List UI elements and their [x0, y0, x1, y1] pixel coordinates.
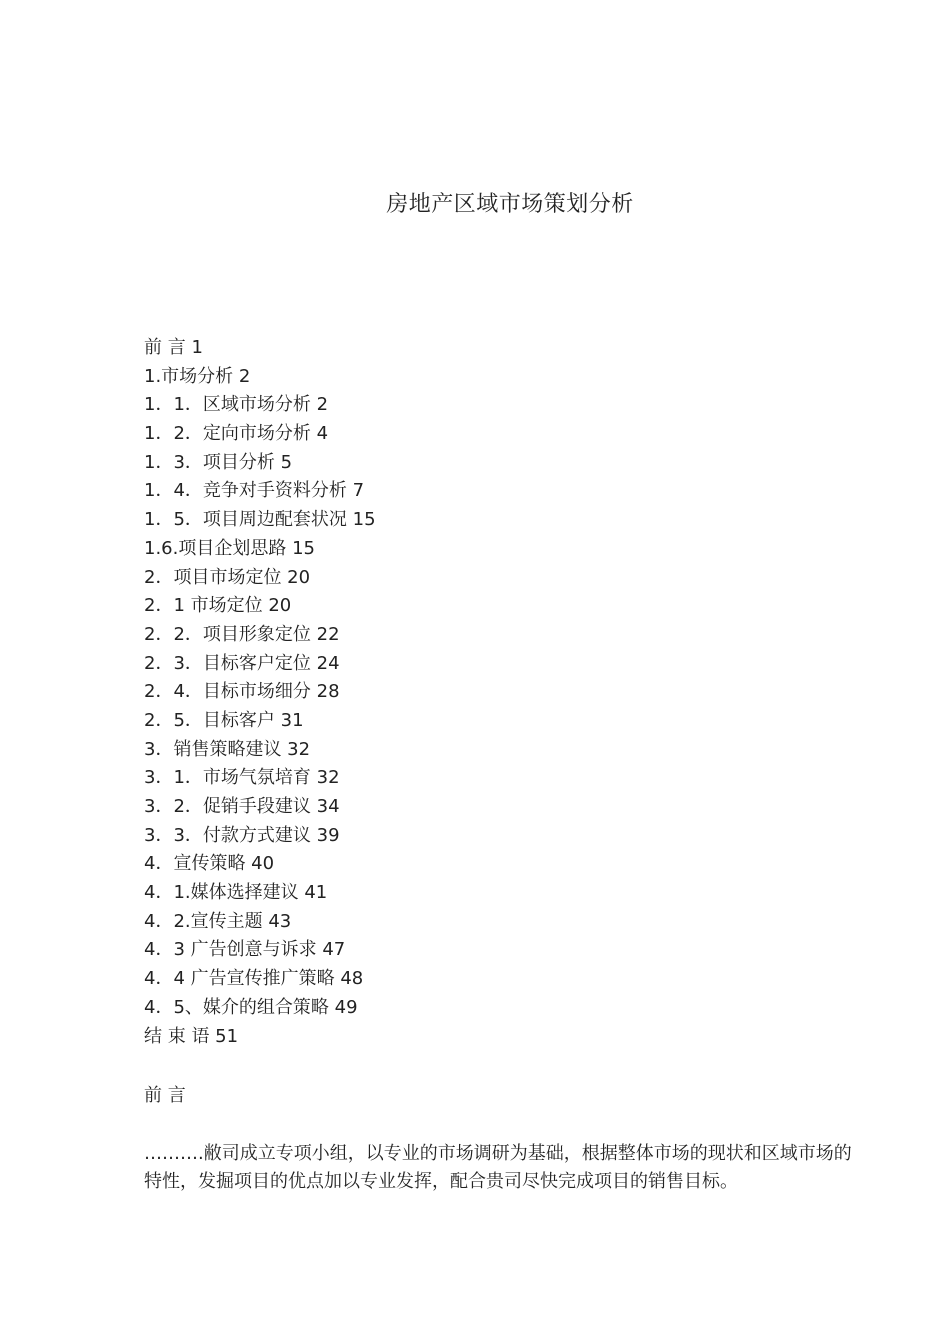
toc-entry: 3．销售策略建议 32 — [144, 738, 311, 760]
toc-entry: 2．2．项目形象定位 22 — [144, 623, 340, 645]
toc-entry: 3．1．市场气氛培育 32 — [144, 767, 340, 789]
toc-entry: 结 束 语 51 — [144, 1025, 239, 1047]
toc-entry: 4．宣传策略 40 — [144, 853, 275, 875]
toc-entry: 1．5．项目周边配套状况 15 — [144, 509, 376, 531]
toc-entry: 1．2．定向市场分析 4 — [144, 423, 329, 445]
toc-entry: 4．3 广告创意与诉求 47 — [144, 939, 346, 961]
toc-entry: 4．2.宣传主题 43 — [144, 910, 292, 932]
toc-entry: 1.6.项目企划思路 15 — [144, 537, 315, 559]
toc-entry: 2．5．目标客户 31 — [144, 709, 304, 731]
toc-entry: 2．1 市场定位 20 — [144, 595, 292, 617]
preface-heading: 前 言 — [144, 1085, 186, 1106]
toc-entry: 2．4．目标市场细分 28 — [144, 681, 340, 703]
document-title: 房地产区域市场策划分析 — [386, 192, 634, 217]
toc-entry: 2．项目市场定位 20 — [144, 566, 311, 588]
preface-paragraph: ……….敝司成立专项小组，以专业的市场调研为基础，根据整体市场的现状和区域市场的特性，发掘项目的优点加以专业发挥，配合贵司尽快完成项目的销售目标。 — [144, 1143, 852, 1192]
table-of-contents — [144, 334, 864, 1051]
toc-entry: 前 言 1 — [144, 337, 203, 358]
toc-entry: 1．4．竞争对手资料分析 7 — [144, 480, 365, 502]
toc-entry: 2．3．目标客户定位 24 — [144, 652, 340, 674]
toc-entry: 1．3．项目分析 5 — [144, 451, 293, 473]
toc-entry: 4．4 广告宣传推广策略 48 — [144, 968, 364, 990]
toc-entry: 4．5、媒介的组合策略 49 — [144, 996, 358, 1018]
toc-entry: 1.市场分析 2 — [144, 365, 251, 387]
toc-entry: 4．1.媒体选择建议 41 — [144, 882, 328, 904]
toc-entry: 3．2．促销手段建议 34 — [144, 796, 340, 817]
toc-entry: 3．3．付款方式建议 39 — [144, 824, 340, 846]
toc-entry: 1．1．区域市场分析 2 — [144, 394, 329, 416]
